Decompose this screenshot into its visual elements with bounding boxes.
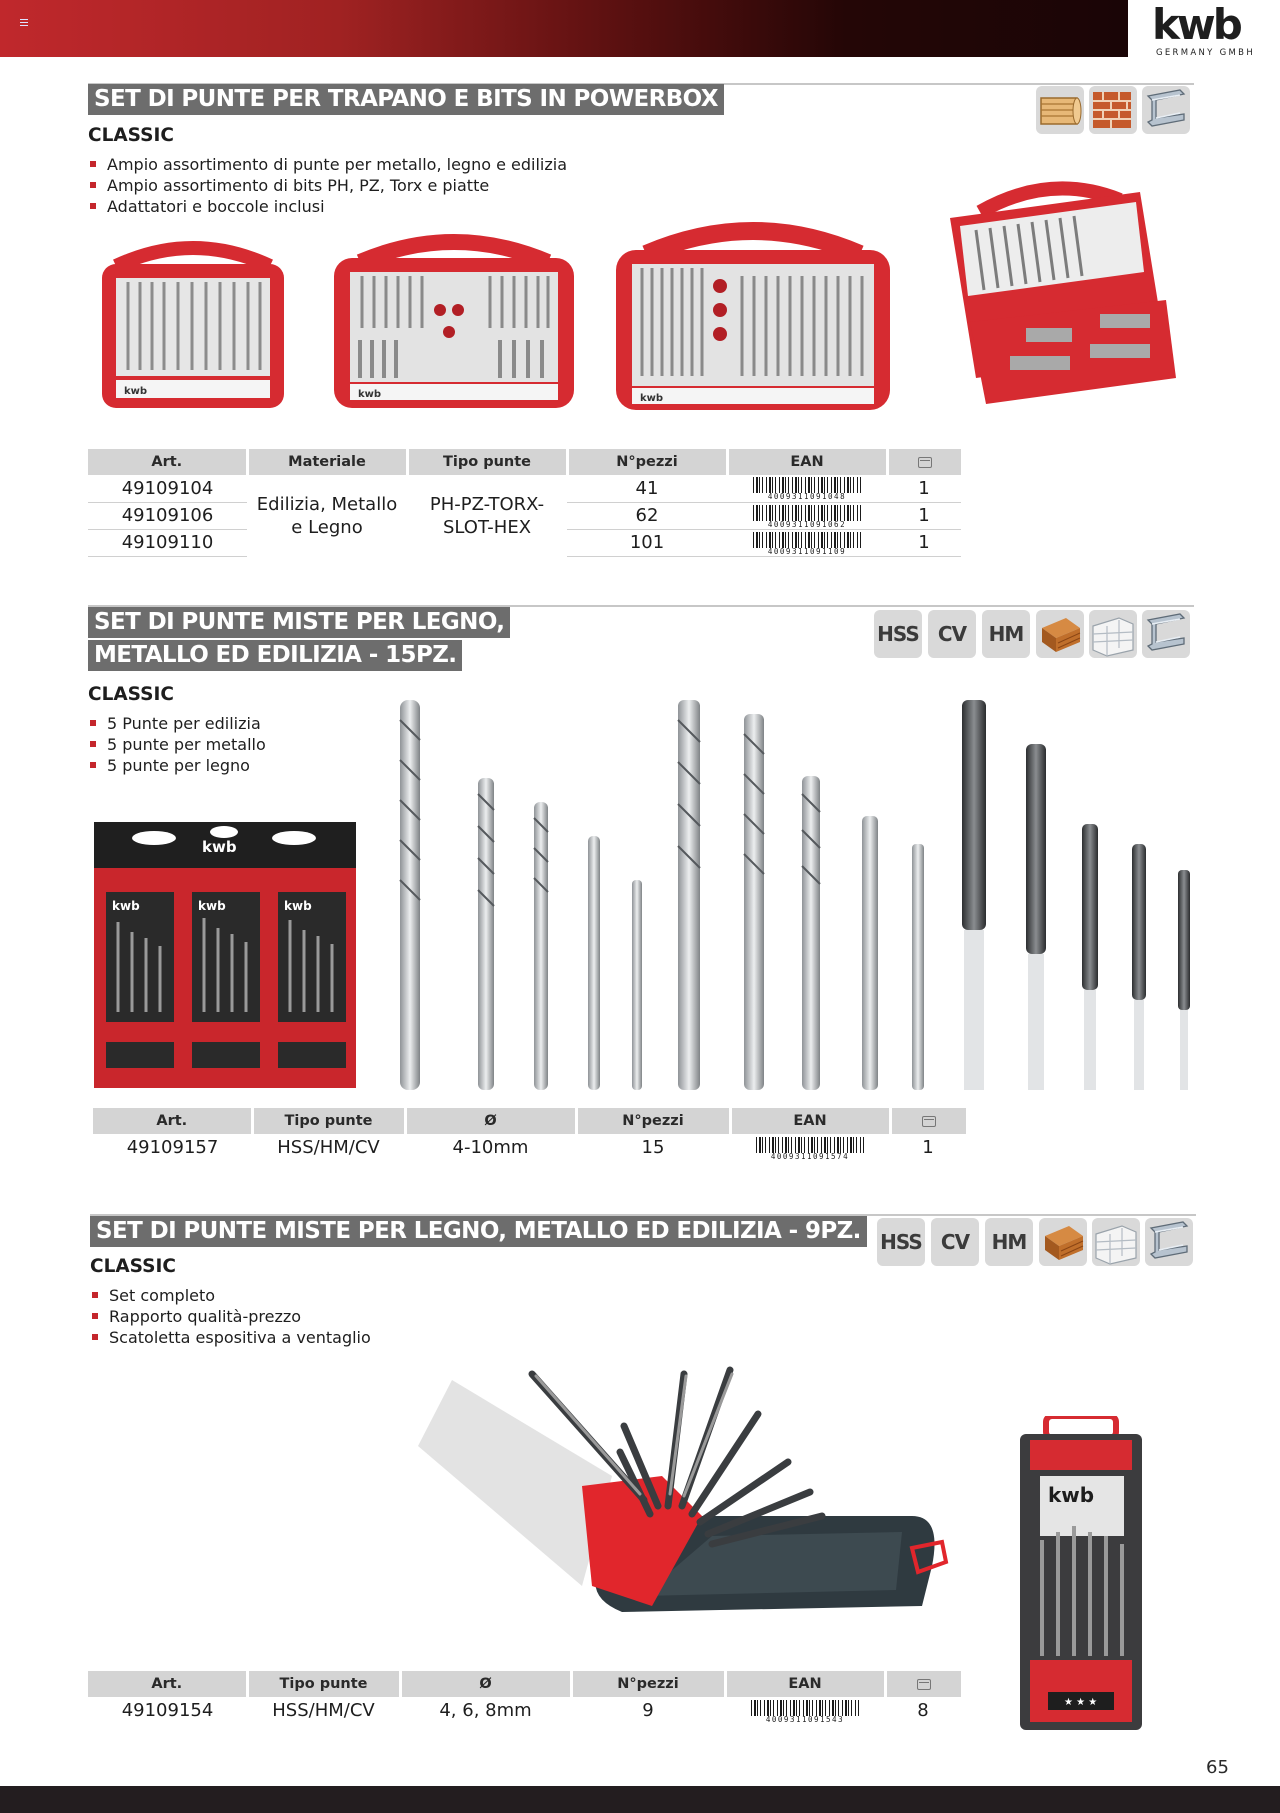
ean-number: 4009311091109 xyxy=(753,548,861,556)
svg-text:kwb: kwb xyxy=(1048,1483,1095,1507)
product-table xyxy=(93,1108,966,1161)
section-title-line: SET DI PUNTE MISTE PER LEGNO, xyxy=(88,607,510,638)
feature-item: Adattatori e boccole inclusi xyxy=(88,196,567,217)
hm-badge: HM xyxy=(982,610,1030,658)
column-header: Art. xyxy=(93,1108,252,1134)
column-header: N°pezzi xyxy=(567,449,727,475)
column-header: Ø xyxy=(405,1108,576,1134)
pack-quantity: 8 xyxy=(917,1700,929,1721)
product-table xyxy=(88,449,961,557)
column-header: Ø xyxy=(400,1671,571,1697)
column-header xyxy=(890,1108,966,1134)
bit-type: HSS/HM/CV xyxy=(277,1137,380,1158)
column-header: N°pezzi xyxy=(576,1108,730,1134)
svg-text:kwb: kwb xyxy=(112,899,140,913)
pack-quantity: 1 xyxy=(887,502,961,529)
brand-name: kwb xyxy=(1152,0,1240,49)
feature-list xyxy=(88,713,266,776)
ean-number: 4009311091543 xyxy=(751,1716,859,1724)
ean-number: 4009311091048 xyxy=(753,493,861,501)
feature-item: 5 Punte per edilizia xyxy=(88,713,266,734)
ean-barcode xyxy=(725,1697,885,1724)
steel-beam-icon xyxy=(1145,1218,1193,1266)
section-subtitle: CLASSIC xyxy=(88,125,174,146)
article-number: 49109154 xyxy=(121,1700,214,1721)
material-line: Edilizia, Metallo xyxy=(256,493,398,515)
diameter: 4, 6, 8mm xyxy=(439,1700,532,1721)
product-image xyxy=(940,172,1188,424)
column-header: N°pezzi xyxy=(571,1671,725,1697)
article-number: 49109106 xyxy=(88,502,247,529)
feature-item: Ampio assortimento di bits PH, PZ, Torx e piatte xyxy=(88,175,567,196)
column-header: Materiale xyxy=(247,449,407,475)
ean-barcode xyxy=(730,1134,890,1161)
product-image xyxy=(612,216,894,414)
diameter: 4-10mm xyxy=(452,1137,529,1158)
svg-text:★ ★ ★: ★ ★ ★ xyxy=(1064,1697,1098,1708)
brick-wall-icon xyxy=(1092,1218,1140,1266)
hss-badge: HSS xyxy=(877,1218,925,1266)
column-header xyxy=(887,449,961,475)
svg-text:kwb: kwb xyxy=(284,899,312,913)
feature-item: 5 punte per legno xyxy=(88,755,266,776)
ean-barcode xyxy=(727,529,887,556)
feature-item: Rapporto qualità-prezzo xyxy=(90,1306,371,1327)
column-header: Tipo punte xyxy=(247,1671,400,1697)
table-row xyxy=(88,475,961,502)
material-cell xyxy=(247,475,407,556)
article-number: 49109157 xyxy=(126,1137,219,1158)
svg-text:kwb: kwb xyxy=(358,389,382,400)
product-box-image xyxy=(94,822,356,1088)
hss-badge: HSS xyxy=(874,610,922,658)
table-header-row xyxy=(93,1108,966,1134)
section-title-line: METALLO ED EDILIZIA - 15PZ. xyxy=(88,640,462,671)
pack-quantity: 1 xyxy=(887,475,961,502)
piece-count: 9 xyxy=(642,1700,654,1721)
product-image xyxy=(330,228,578,412)
wood-icon xyxy=(1039,1218,1087,1266)
brick-icon xyxy=(1089,86,1137,134)
page-number: 65 xyxy=(1206,1757,1229,1778)
table-row xyxy=(93,1134,966,1161)
hm-badge: HM xyxy=(985,1218,1033,1266)
package-icon xyxy=(922,1116,936,1127)
brand-logo xyxy=(1146,0,1270,62)
feature-item: Ampio assortimento di punte per metallo, legno e edilizia xyxy=(88,154,567,175)
piece-count: 62 xyxy=(567,502,727,529)
material-line: e Legno xyxy=(291,516,363,538)
svg-text:kwb: kwb xyxy=(202,838,237,856)
bit-type-line: SLOT-HEX xyxy=(442,516,532,538)
product-image xyxy=(98,238,288,410)
piece-count: 15 xyxy=(641,1137,665,1158)
wood-icon xyxy=(1036,86,1084,134)
bit-type-cell xyxy=(407,475,567,556)
cv-badge: CV xyxy=(931,1218,979,1266)
svg-text:kwb: kwb xyxy=(198,899,226,913)
column-header xyxy=(885,1671,961,1697)
feature-item: 5 punte per metallo xyxy=(88,734,266,755)
brick-wall-icon xyxy=(1089,610,1137,658)
bit-type: HSS/HM/CV xyxy=(272,1700,375,1721)
product-table xyxy=(88,1671,961,1724)
column-header: Art. xyxy=(88,449,247,475)
feature-list xyxy=(88,154,567,217)
column-header: EAN xyxy=(730,1108,890,1134)
menu-icon[interactable] xyxy=(20,19,28,26)
ean-barcode xyxy=(727,502,887,529)
table-header-row xyxy=(88,449,961,475)
section-subtitle: CLASSIC xyxy=(90,1256,176,1277)
section-title: SET DI PUNTE PER TRAPANO E BITS IN POWERBOX xyxy=(88,84,724,115)
fan-case-image xyxy=(412,1366,952,1628)
wood-icon xyxy=(1036,610,1084,658)
feature-item: Set completo xyxy=(90,1285,371,1306)
table-header-row xyxy=(88,1671,961,1697)
column-header: EAN xyxy=(727,449,887,475)
ean-number: 4009311091574 xyxy=(756,1153,864,1161)
section-subtitle: CLASSIC xyxy=(88,684,174,705)
column-header: Tipo punte xyxy=(407,449,567,475)
package-icon xyxy=(917,1679,931,1690)
drill-bits-image xyxy=(386,690,1206,1090)
article-number: 49109104 xyxy=(88,475,247,502)
display-pack-image xyxy=(1018,1416,1144,1730)
header-banner xyxy=(0,0,1128,57)
piece-count: 41 xyxy=(567,475,727,502)
footer-bar xyxy=(0,1786,1280,1813)
column-header: EAN xyxy=(725,1671,885,1697)
ean-barcode xyxy=(727,475,887,502)
bit-type-line: PH-PZ-TORX- xyxy=(429,493,545,515)
svg-text:kwb: kwb xyxy=(640,393,664,404)
cv-badge: CV xyxy=(928,610,976,658)
section-title: SET DI PUNTE MISTE PER LEGNO, METALLO ED EDILIZIA - 9PZ. xyxy=(90,1216,867,1247)
column-header: Art. xyxy=(88,1671,247,1697)
table-row xyxy=(88,1697,961,1724)
column-header: Tipo punte xyxy=(252,1108,405,1134)
svg-text:kwb: kwb xyxy=(124,386,148,397)
ean-number: 4009311091062 xyxy=(753,521,861,529)
pack-quantity: 1 xyxy=(887,529,961,556)
feature-list xyxy=(90,1285,371,1348)
steel-beam-icon xyxy=(1142,610,1190,658)
pack-quantity: 1 xyxy=(922,1137,934,1158)
article-number: 49109110 xyxy=(88,529,247,556)
steel-beam-icon xyxy=(1142,86,1190,134)
feature-item: Scatoletta espositiva a ventaglio xyxy=(90,1327,371,1348)
brand-subtitle: GERMANY GMBH xyxy=(1156,48,1256,58)
piece-count: 101 xyxy=(567,529,727,556)
package-icon xyxy=(918,457,932,468)
